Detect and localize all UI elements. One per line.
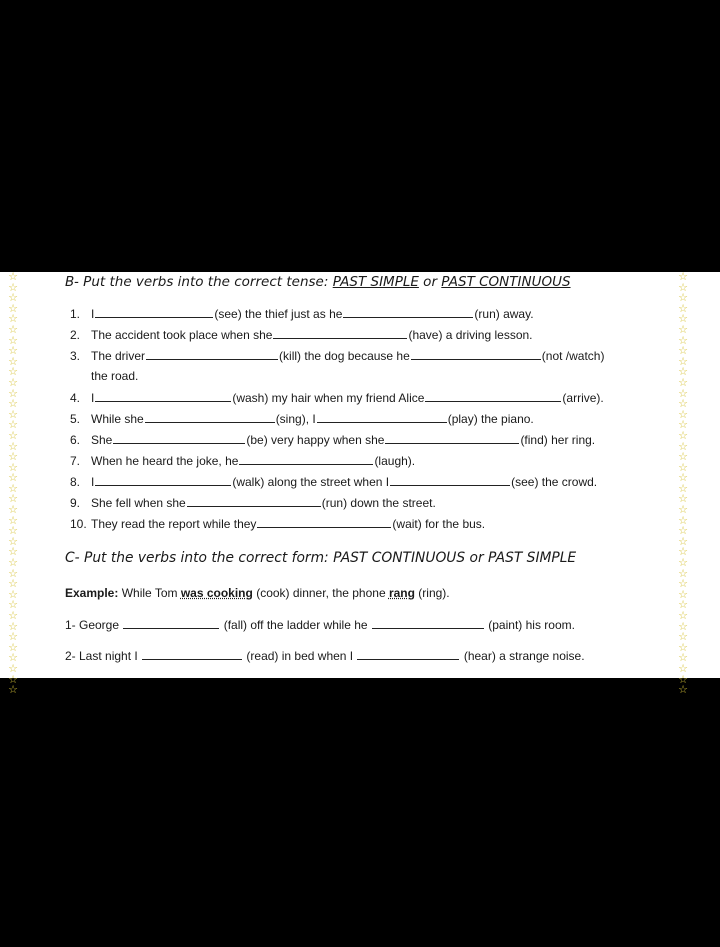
star-outline-icon: ☆: [8, 651, 18, 665]
star-outline-icon: ☆: [8, 365, 18, 379]
star-outline-icon: ☆: [678, 312, 688, 326]
answer-blank[interactable]: [372, 617, 484, 629]
item-text: When he heard the joke, he: [91, 454, 239, 468]
star-outline-icon: ☆: [8, 556, 18, 570]
section-c-heading: C- Put the verbs into the correct form: PAST CONTINUOUS or PAST SIMPLE: [65, 550, 577, 566]
answer-blank[interactable]: [317, 411, 447, 423]
star-outline-icon: ☆: [8, 503, 18, 517]
item-text: (find) her ring.: [520, 433, 596, 447]
star-outline-icon: ☆: [8, 397, 18, 411]
star-outline-icon: ☆: [678, 566, 688, 580]
answer-blank[interactable]: [257, 516, 391, 528]
item-text: (play) the piano.: [447, 412, 534, 426]
section-b-heading: [65, 274, 571, 290]
item-number: 7.: [70, 454, 81, 468]
star-outline-icon: ☆: [678, 630, 688, 644]
example-answer: was cooking: [180, 586, 253, 600]
example-text: (ring).: [414, 586, 450, 600]
item-text: (see) the thief just as he: [214, 307, 343, 321]
star-outline-icon: ☆: [678, 545, 688, 559]
item-text: I: [91, 475, 95, 489]
star-outline-icon: ☆: [678, 534, 688, 548]
answer-blank[interactable]: [411, 348, 541, 360]
exercise-item-6: [70, 432, 595, 447]
star-outline-icon: ☆: [678, 375, 688, 389]
item-text: (paint) his room.: [488, 618, 575, 632]
answer-blank[interactable]: [343, 306, 473, 318]
answer-blank[interactable]: [95, 390, 231, 402]
star-outline-icon: ☆: [678, 397, 688, 411]
item-text: I: [91, 307, 95, 321]
star-outline-icon: ☆: [8, 640, 18, 654]
answer-blank[interactable]: [425, 390, 561, 402]
item-text: The driver: [91, 349, 146, 363]
star-outline-icon: ☆: [8, 322, 18, 336]
star-outline-icon: ☆: [678, 619, 688, 633]
item-text: While she: [91, 412, 144, 426]
item-text: (be) very happy when she: [246, 433, 385, 447]
star-outline-icon: ☆: [8, 619, 18, 633]
star-outline-icon: ☆: [8, 270, 18, 283]
item-number: 6.: [70, 433, 81, 447]
star-border-left: [3, 270, 23, 697]
star-outline-icon: ☆: [8, 428, 18, 442]
star-outline-icon: ☆: [678, 513, 688, 527]
item-text: (fall) off the ladder while he: [223, 618, 368, 632]
item-text: She: [91, 433, 113, 447]
star-outline-icon: ☆: [678, 301, 688, 315]
answer-blank[interactable]: [123, 617, 219, 629]
star-outline-icon: ☆: [8, 513, 18, 527]
star-outline-icon: ☆: [8, 471, 18, 485]
star-outline-icon: ☆: [8, 683, 18, 697]
item-text: (laugh).: [374, 454, 416, 468]
item-text: (hear) a strange noise.: [463, 649, 585, 663]
star-outline-icon: ☆: [678, 556, 688, 570]
exercise-item-10: [70, 516, 485, 531]
star-outline-icon: ☆: [8, 418, 18, 432]
item-number: 2.: [70, 328, 81, 342]
star-outline-icon: ☆: [8, 344, 18, 358]
exercise-c-item-1: [65, 617, 575, 632]
star-outline-icon: ☆: [678, 492, 688, 506]
star-outline-icon: ☆: [8, 492, 18, 506]
item-text: I: [91, 391, 95, 405]
star-outline-icon: ☆: [678, 460, 688, 474]
item-text: (sing), I: [275, 412, 316, 426]
star-outline-icon: ☆: [8, 566, 18, 580]
star-outline-icon: ☆: [8, 280, 18, 294]
star-outline-icon: ☆: [678, 524, 688, 538]
item-number: 3.: [70, 349, 81, 363]
item-text: the road.: [91, 369, 139, 383]
item-text: She fell when she: [91, 496, 186, 510]
item-text: (see) the crowd.: [511, 475, 598, 489]
star-outline-icon: ☆: [8, 534, 18, 548]
star-outline-icon: ☆: [678, 577, 688, 591]
star-outline-icon: ☆: [8, 312, 18, 326]
star-outline-icon: ☆: [678, 344, 688, 358]
star-outline-icon: ☆: [678, 280, 688, 294]
item-number: 9.: [70, 496, 81, 510]
example-text: (cook) dinner, the phone: [252, 586, 389, 600]
star-border-right: [673, 270, 693, 697]
exercise-item-9: [70, 495, 436, 510]
star-outline-icon: ☆: [8, 301, 18, 315]
item-text: They read the report while they: [91, 517, 257, 531]
star-outline-icon: ☆: [8, 450, 18, 464]
answer-blank[interactable]: [95, 306, 213, 318]
item-text: 2- Last night I: [65, 649, 138, 663]
example-text: While Tom: [118, 586, 181, 600]
answer-blank[interactable]: [390, 474, 510, 486]
star-outline-icon: ☆: [8, 587, 18, 601]
answer-blank[interactable]: [145, 411, 275, 423]
exercise-item-7: [70, 453, 415, 468]
star-outline-icon: ☆: [678, 450, 688, 464]
star-outline-icon: ☆: [678, 291, 688, 305]
item-number: 5.: [70, 412, 81, 426]
example-label: Example:: [65, 586, 119, 600]
section-b-option-2: PAST CONTINUOUS: [441, 274, 571, 290]
exercise-item-3-continued: [70, 369, 138, 383]
item-number: 8.: [70, 475, 81, 489]
star-outline-icon: ☆: [678, 322, 688, 336]
answer-blank[interactable]: [95, 474, 231, 486]
star-outline-icon: ☆: [678, 439, 688, 453]
star-outline-icon: ☆: [678, 471, 688, 485]
item-text: (read) in bed when I: [246, 649, 354, 663]
star-outline-icon: ☆: [678, 598, 688, 612]
star-outline-icon: ☆: [678, 481, 688, 495]
worksheet: [0, 270, 720, 697]
exercise-item-3: [70, 348, 604, 363]
star-outline-icon: ☆: [8, 354, 18, 368]
star-outline-icon: ☆: [678, 609, 688, 622]
answer-blank[interactable]: [187, 495, 321, 507]
star-outline-icon: ☆: [8, 375, 18, 389]
answer-blank[interactable]: [142, 648, 242, 660]
item-text: (not /watch): [541, 349, 605, 363]
exercise-item-5: [70, 411, 534, 426]
example-line: [65, 586, 450, 600]
item-text: (arrive).: [562, 391, 604, 405]
star-outline-icon: ☆: [678, 365, 688, 379]
item-text: (wait) for the bus.: [392, 517, 486, 531]
answer-blank[interactable]: [113, 432, 245, 444]
star-outline-icon: ☆: [8, 672, 18, 686]
star-outline-icon: ☆: [8, 439, 18, 453]
item-text: 1- George: [65, 618, 120, 632]
star-outline-icon: ☆: [8, 481, 18, 495]
example-answer: rang: [388, 586, 415, 600]
item-text: (run) away.: [474, 307, 534, 321]
star-outline-icon: ☆: [8, 407, 18, 421]
exercise-item-2: [70, 327, 533, 342]
star-outline-icon: ☆: [8, 609, 18, 622]
exercise-c-item-2: [65, 648, 585, 663]
item-text: (walk) along the street when I: [232, 475, 390, 489]
star-outline-icon: ☆: [678, 661, 688, 675]
answer-blank[interactable]: [146, 348, 278, 360]
section-b-option-1: PAST SIMPLE: [332, 274, 419, 290]
star-outline-icon: ☆: [8, 386, 18, 400]
star-outline-icon: ☆: [8, 577, 18, 591]
item-number: 1.: [70, 307, 81, 321]
star-outline-icon: ☆: [678, 418, 688, 432]
star-outline-icon: ☆: [8, 524, 18, 538]
answer-blank[interactable]: [273, 327, 407, 339]
item-text: (kill) the dog because he: [279, 349, 410, 363]
answer-blank[interactable]: [385, 432, 519, 444]
exercise-item-8: [70, 474, 597, 489]
item-text: (have) a driving lesson.: [408, 328, 533, 342]
answer-blank[interactable]: [239, 453, 373, 465]
star-outline-icon: ☆: [678, 683, 688, 697]
item-number: 10.: [70, 517, 87, 531]
star-outline-icon: ☆: [678, 640, 688, 654]
star-outline-icon: ☆: [678, 587, 688, 601]
exercise-item-4: [70, 390, 604, 405]
star-outline-icon: ☆: [8, 291, 18, 305]
answer-blank[interactable]: [357, 648, 459, 660]
star-outline-icon: ☆: [678, 672, 688, 686]
star-outline-icon: ☆: [8, 661, 18, 675]
star-outline-icon: ☆: [8, 460, 18, 474]
star-outline-icon: ☆: [678, 333, 688, 347]
star-outline-icon: ☆: [678, 270, 688, 283]
star-outline-icon: ☆: [8, 333, 18, 347]
star-outline-icon: ☆: [8, 630, 18, 644]
star-outline-icon: ☆: [678, 386, 688, 400]
item-text: (run) down the street.: [321, 496, 436, 510]
exercise-item-1: [70, 306, 534, 321]
star-outline-icon: ☆: [8, 545, 18, 559]
section-b-or: or: [418, 274, 442, 290]
item-text: (wash) my hair when my friend Alice: [232, 391, 425, 405]
star-outline-icon: ☆: [678, 503, 688, 517]
star-outline-icon: ☆: [678, 407, 688, 421]
star-outline-icon: ☆: [678, 428, 688, 442]
star-outline-icon: ☆: [678, 354, 688, 368]
item-number: 4.: [70, 391, 81, 405]
section-b-heading-text: B- Put the verbs into the correct tense:: [65, 274, 333, 290]
item-text: The accident took place when she: [91, 328, 273, 342]
star-outline-icon: ☆: [678, 651, 688, 665]
star-outline-icon: ☆: [8, 598, 18, 612]
